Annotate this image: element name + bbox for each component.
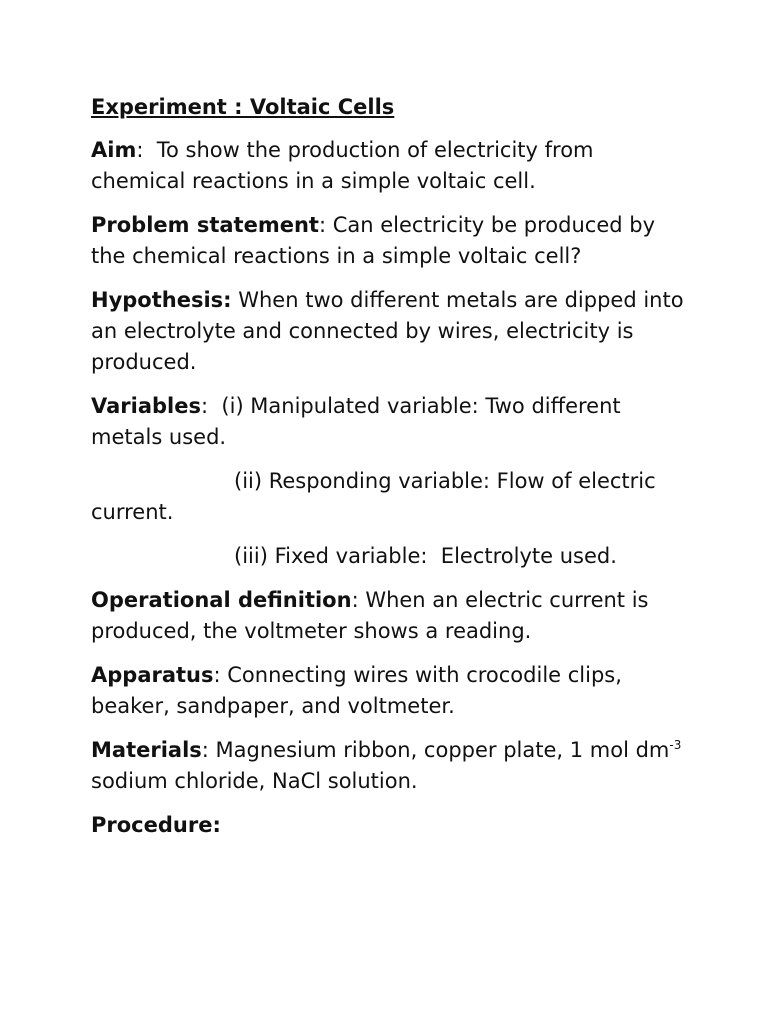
- materials-text-after: sodium chloride, NaCl solution.: [91, 769, 418, 793]
- experiment-title: Experiment : Voltaic Cells: [91, 95, 395, 119]
- responding-variable-section: [91, 466, 691, 528]
- operational-definition-label: Operational definition: [91, 588, 352, 612]
- fixed-variable-section: [91, 541, 691, 572]
- variables-section: [91, 391, 691, 453]
- materials-section: [91, 735, 691, 797]
- procedure-label: Procedure:: [91, 813, 221, 837]
- aim-text: To show the production of electricity from chemical reactions in a simple voltaic cell.: [91, 138, 601, 193]
- manipulated-variable-text: : (i) Manipulated variable: Two different metals used.: [91, 394, 628, 449]
- apparatus-text: : Connecting wires with crocodile clips, beaker, sandpaper, and voltmeter.: [91, 663, 622, 718]
- fixed-variable-text: (iii) Fixed variable: Electrolyte used.: [234, 544, 617, 568]
- document-page: [91, 92, 691, 854]
- procedure-section: [91, 810, 691, 841]
- problem-statement-section: [91, 210, 691, 272]
- aim-section: [91, 135, 691, 197]
- hypothesis-section: [91, 285, 691, 378]
- aim-separator: :: [136, 138, 144, 162]
- operational-definition-text: : When an electric current is produced, the voltmeter shows a reading.: [91, 588, 649, 643]
- operational-definition-section: [91, 585, 691, 647]
- apparatus-label: Apparatus: [91, 663, 214, 687]
- responding-variable-text: (ii) Responding variable: Flow of electric current.: [91, 469, 656, 524]
- materials-label: Materials: [91, 738, 202, 762]
- variables-label: Variables: [91, 394, 201, 418]
- aim-label: Aim: [91, 138, 137, 162]
- materials-text-before: : Magnesium ribbon, copper plate, 1 mol dm: [201, 738, 670, 762]
- materials-superscript: -3: [669, 738, 682, 752]
- hypothesis-text: When two different metals are dipped into an electrolyte and connected by wires, electricity is produced.: [91, 288, 684, 374]
- problem-statement-label: Problem statement: [91, 213, 319, 237]
- problem-statement-text: : Can electricity be produced by the chemical reactions in a simple voltaic cell?: [91, 213, 656, 268]
- apparatus-section: [91, 660, 691, 722]
- hypothesis-label: Hypothesis:: [91, 288, 232, 312]
